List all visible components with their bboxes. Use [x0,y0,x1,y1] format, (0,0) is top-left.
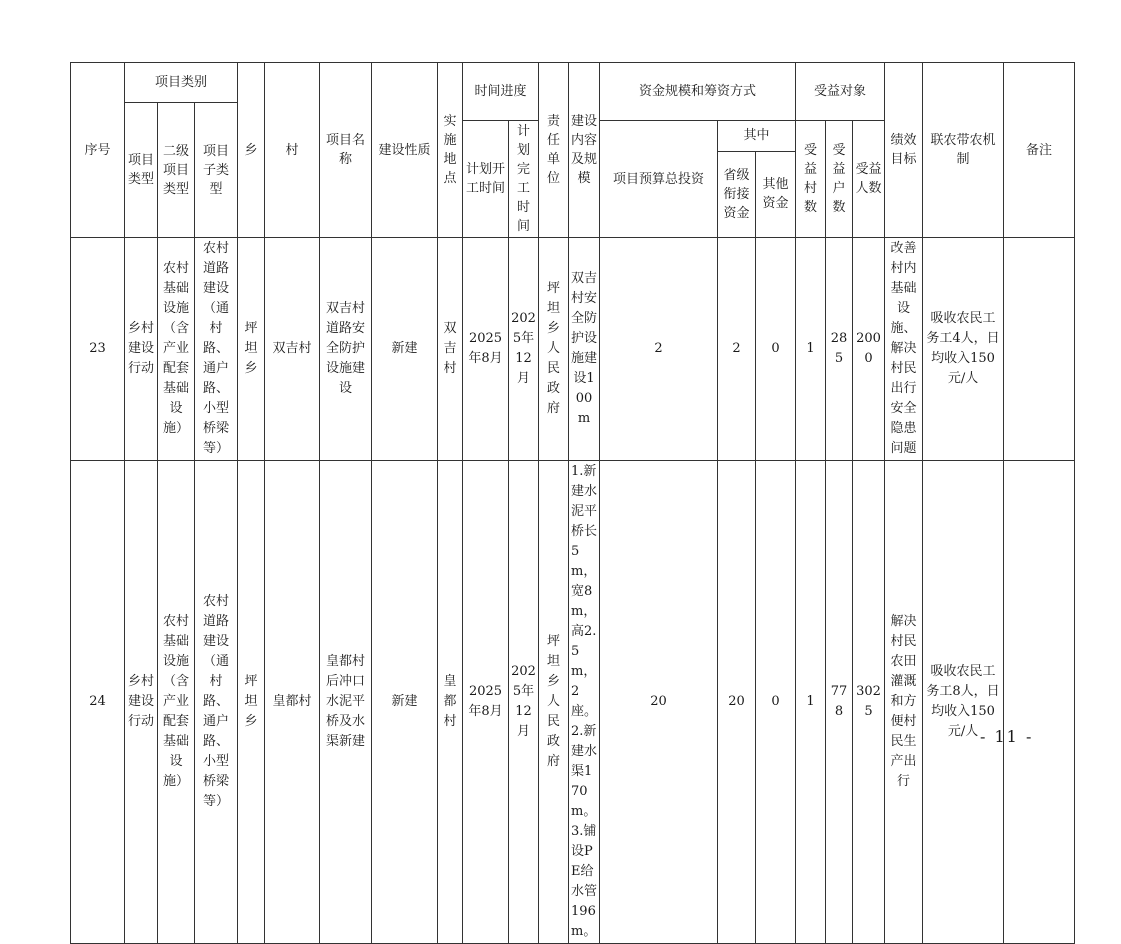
cell-cat-level2: 农村基础设施（含产业配套基础设施） [158,461,195,944]
cell-cat-type: 乡村建设行动 [125,238,158,461]
header-project-name: 项目名称 [320,63,372,238]
header-other-funds: 其他资金 [756,151,796,237]
cell-provincial-funds: 2 [718,238,756,461]
header-responsible: 责任单位 [539,63,569,238]
cell-remarks [1004,238,1075,461]
cell-project-name: 双吉村道路安全防护设施建设 [320,238,372,461]
cell-township: 坪坦乡 [238,461,265,944]
header-seq: 序号 [71,63,125,238]
page-number: - 11 - [980,727,1034,746]
cell-planned-start: 2025年8月 [463,461,509,944]
cell-benef-people: 3025 [853,461,885,944]
cell-benef-households: 778 [826,461,853,944]
cell-other-funds: 0 [756,461,796,944]
header-benef-villages: 受益村数 [796,121,826,238]
header-funding: 资金规模和筹资方式 [600,63,796,121]
cell-provincial-funds: 20 [718,461,756,944]
header-cat-sub: 项目子类型 [195,103,238,238]
header-content-scale: 建设内容及规模 [569,63,600,238]
cell-farmer-mechanism: 吸收农民工务工8人，日均收入150元/人 [923,461,1004,944]
cell-content-scale: 1.新建水泥平桥长5m，宽8m，高2.5m，2座。2.新建水渠170m。3.铺设PE给水管196m。 [569,461,600,944]
cell-performance-goal: 改善村内基础设施、解决村民出行安全隐患问题 [885,238,923,461]
cell-planned-start: 2025年8月 [463,238,509,461]
cell-benef-people: 2000 [853,238,885,461]
cell-build-nature: 新建 [372,461,438,944]
cell-content-scale: 双吉村安全防护设施建设100m [569,238,600,461]
table-row [71,238,1101,461]
cell-location: 皇都村 [438,461,463,944]
header-planned-start: 计划开工时间 [463,121,509,238]
cell-benef-households: 285 [826,238,853,461]
header-cat-level2: 二级项目类型 [158,103,195,238]
cell-total-budget: 20 [600,461,718,944]
project-table-page [70,62,1061,944]
cell-remarks [1004,461,1075,944]
header-performance-goal: 绩效目标 [885,63,923,238]
header-of-which: 其中 [718,121,796,152]
cell-responsible: 坪坦乡人民政府 [539,238,569,461]
cell-township: 坪坦乡 [238,238,265,461]
table-row [71,461,1101,944]
header-location: 实施地点 [438,63,463,238]
header-planned-end: 计划完工时间 [509,121,539,238]
header-provincial-funds: 省级衔接资金 [718,151,756,237]
cell-cat-type: 乡村建设行动 [125,461,158,944]
cell-village: 皇都村 [265,461,320,944]
cell-seq: 24 [71,461,125,944]
header-build-nature: 建设性质 [372,63,438,238]
cell-total-budget: 2 [600,238,718,461]
header-total-budget: 项目预算总投资 [600,121,718,238]
header-cat-type: 项目类型 [125,103,158,238]
cell-planned-end: 2025年12月 [509,461,539,944]
cell-seq: 23 [71,238,125,461]
header-category: 项目类别 [125,63,238,103]
header-village: 村 [265,63,320,238]
cell-cat-sub: 农村道路建设（通村路、通户路、小型桥梁等） [195,238,238,461]
header-schedule: 时间进度 [463,63,539,121]
cell-performance-goal: 解决村民农田灌溉和方便村民生产出行 [885,461,923,944]
header-farmer-mechanism: 联农带农机制 [923,63,1004,238]
header-township: 乡 [238,63,265,238]
header-beneficiaries: 受益对象 [796,63,885,121]
cell-responsible: 坪坦乡人民政府 [539,461,569,944]
cell-other-funds: 0 [756,238,796,461]
cell-planned-end: 2025年12月 [509,238,539,461]
cell-project-name: 皇都村后冲口水泥平桥及水渠新建 [320,461,372,944]
cell-village: 双吉村 [265,238,320,461]
cell-cat-sub: 农村道路建设（通村路、通户路、小型桥梁等） [195,461,238,944]
cell-cat-level2: 农村基础设施（含产业配套基础设施） [158,238,195,461]
project-table [70,62,1101,944]
cell-farmer-mechanism: 吸收农民工务工4人，日均收入150元/人 [923,238,1004,461]
header-benef-households: 受益户数 [826,121,853,238]
cell-benef-villages: 1 [796,238,826,461]
cell-build-nature: 新建 [372,238,438,461]
header-benef-people: 受益人数 [853,121,885,238]
cell-location: 双吉村 [438,238,463,461]
cell-benef-villages: 1 [796,461,826,944]
header-remarks: 备注 [1004,63,1075,238]
